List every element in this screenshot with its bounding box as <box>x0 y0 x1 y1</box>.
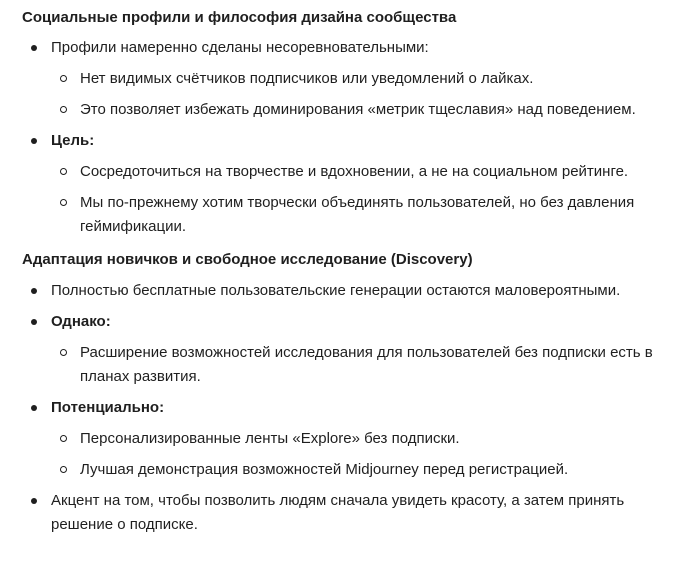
list-item <box>22 310 700 389</box>
section-heading-onboarding-discovery: Адаптация новичков и свободное исследование (Discovery) <box>22 251 473 268</box>
sub-list-item: Это позволяет избежать доминирования «метрик тщеславия» над поведением. <box>51 98 700 122</box>
sub-list-item: Лучшая демонстрация возможностей Midjourney перед регистрацией. <box>51 458 700 482</box>
list-item <box>22 129 700 239</box>
sub-list-item: Нет видимых счётчиков подписчиков или уведомлений о лайках. <box>51 67 700 91</box>
sub-list-item: Мы по-прежнему хотим творчески объединять пользователей, но без давления геймификации. <box>51 191 700 239</box>
list-item: Полностью бесплатные пользовательские генерации остаются маловероятными. <box>22 279 700 303</box>
list-item <box>22 36 700 122</box>
bullet-list <box>22 36 700 239</box>
sub-list-item: Персонализированные ленты «Explore» без подписки. <box>51 427 700 451</box>
section-heading-social-profiles: Социальные профили и философия дизайна сообщества <box>22 9 457 26</box>
list-item-label: Потенциально: <box>51 399 165 416</box>
sub-bullet-list <box>51 160 700 239</box>
sub-bullet-list <box>51 341 700 389</box>
list-item-text: Профили намеренно сделаны несоревновательными: <box>51 39 429 56</box>
list-item <box>22 396 700 482</box>
sub-list-item: Расширение возможностей исследования для пользователей без подписки есть в планах развития. <box>51 341 700 389</box>
sub-list-item: Сосредоточиться на творчестве и вдохновении, а не на социальном рейтинге. <box>51 160 700 184</box>
list-item-label: Однако: <box>51 313 111 330</box>
bullet-list <box>22 279 700 537</box>
list-item-label: Цель: <box>51 132 95 149</box>
list-item: Акцент на том, чтобы позволить людям сначала увидеть красоту, а затем принять решение о подписке. <box>22 489 700 537</box>
sub-bullet-list <box>51 67 700 122</box>
sub-bullet-list <box>51 427 700 482</box>
